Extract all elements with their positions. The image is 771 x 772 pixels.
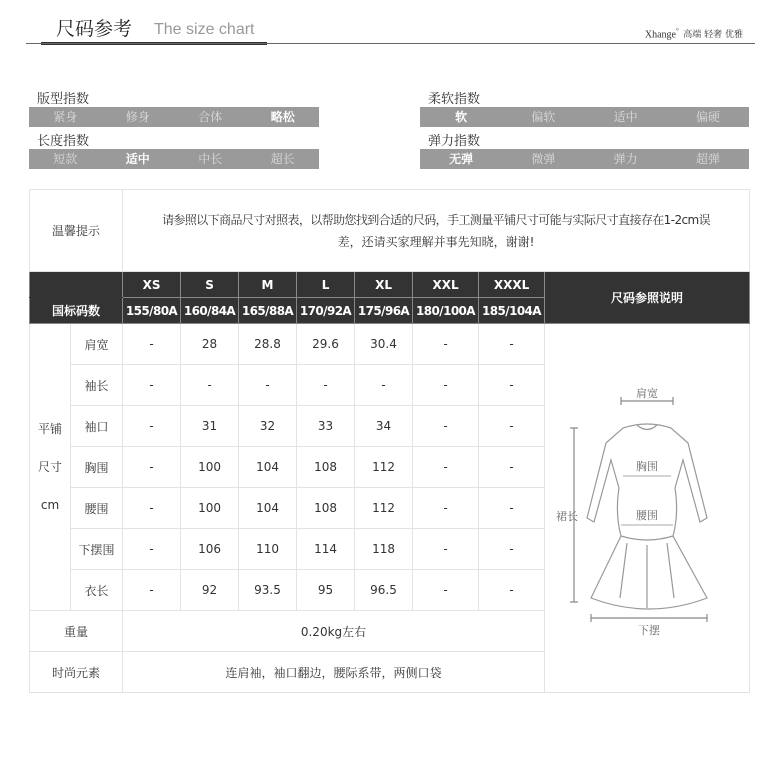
table-row: 衣长 - 92 93.5 95 96.5 - - [30, 570, 750, 611]
weight-value: 0.20kg左右 [123, 611, 545, 652]
diagram-chest-label: 胸围 [636, 460, 659, 473]
fit-index-bar [29, 107, 319, 127]
tip-line-1: 请参照以下商品尺寸对照表，以帮助您找到合适的尺码，手工测量平铺尺寸可能与实际尺寸直接存在1-2cm误 [162, 212, 710, 227]
index-option: 适中 [125, 152, 150, 166]
size-header: XXL [413, 272, 479, 298]
national-size: 170/92A [297, 298, 355, 324]
softness-index-label: 柔软指数 [428, 92, 481, 107]
fit-index-label: 版型指数 [37, 92, 90, 107]
national-size: 175/96A [355, 298, 413, 324]
garment-diagram-cell [545, 324, 750, 693]
index-option: 中长 [198, 152, 223, 166]
brand-mark: ° [675, 27, 679, 35]
national-size: 160/84A [181, 298, 239, 324]
elements-label: 时尚元素 [30, 652, 123, 693]
national-size: 185/104A [479, 298, 545, 324]
index-option: 紧身 [53, 110, 78, 124]
row-label: 袖口 [71, 406, 123, 447]
brand-name: Xhange [644, 29, 676, 41]
row-label: 下摆围 [71, 529, 123, 570]
size-header-row [30, 272, 750, 298]
table-row: 下摆围 - 106 110 114 118 - - [30, 529, 750, 570]
page-subtitle: The size chart [154, 21, 255, 38]
table-row: 袖长 - - - - - - - [30, 365, 750, 406]
stretch-index-bar [420, 149, 749, 169]
index-option: 合体 [198, 110, 223, 124]
size-chart-table [29, 189, 750, 693]
tip-line-2: 差，还请买家理解并事先知晓，谢谢! [337, 234, 535, 249]
header-divider [26, 43, 755, 44]
dress-diagram [556, 387, 737, 637]
size-header: XL [355, 272, 413, 298]
index-option: 微弹 [531, 152, 556, 166]
table-row: 平铺 尺寸 cm 肩宽 - 28 28.8 29.6 30.4 - - 肩宽 胸围 腰围 裙长 下摆 [30, 324, 750, 365]
national-size: 155/80A [123, 298, 181, 324]
index-option: 超弹 [695, 152, 720, 166]
index-option: 弹力 [613, 152, 638, 166]
index-option: 略松 [270, 110, 295, 124]
row-label: 袖长 [71, 365, 123, 406]
size-header: S [181, 272, 239, 298]
index-option: 超长 [270, 152, 295, 166]
brand-tagline: 高端 轻奢 优雅 [683, 30, 743, 41]
elements-value: 连肩袖，袖口翻边，腰际系带，两侧口袋 [123, 652, 545, 693]
index-option: 偏硬 [695, 110, 720, 124]
row-label: 腰围 [71, 488, 123, 529]
tip-row [30, 190, 750, 272]
index-option: 软 [455, 110, 468, 124]
brand-logo [645, 27, 743, 40]
diagram-hem-label: 下摆 [638, 624, 661, 637]
index-option: 修身 [125, 110, 150, 124]
index-option: 短款 [53, 152, 78, 166]
tip-label: 温馨提示 [30, 190, 123, 272]
national-size: 165/88A [239, 298, 297, 324]
softness-index-bar [420, 107, 749, 127]
diagram-shoulder-label: 肩宽 [636, 387, 659, 400]
diagram-waist-label: 腰围 [636, 509, 659, 522]
national-size: 180/100A [413, 298, 479, 324]
national-label: 国标码数 [30, 298, 123, 324]
row-label: 肩宽 [71, 324, 123, 365]
flat-size-label: 平铺 尺寸 cm [30, 324, 71, 611]
stretch-index-label: 弹力指数 [428, 134, 481, 149]
reference-header: 尺码参照说明 [545, 272, 750, 324]
length-index-label: 长度指数 [37, 134, 90, 149]
index-option: 无弹 [449, 152, 474, 166]
size-header: XS [123, 272, 181, 298]
size-header: M [239, 272, 297, 298]
table-row: 腰围 - 100 104 108 112 - - [30, 488, 750, 529]
row-label: 胸围 [71, 447, 123, 488]
weight-label: 重量 [30, 611, 123, 652]
diagram-length-label: 裙长 [556, 510, 579, 523]
tip-text [123, 190, 750, 272]
page-title: 尺码参考 [56, 18, 133, 40]
length-index-bar [29, 149, 319, 169]
row-label: 衣长 [71, 570, 123, 611]
size-header: L [297, 272, 355, 298]
size-header: XXXL [479, 272, 545, 298]
table-row: 袖口 - 31 32 33 34 - - [30, 406, 750, 447]
index-option: 偏软 [531, 110, 556, 124]
index-option: 适中 [613, 110, 638, 124]
table-row: 胸围 - 100 104 108 112 - - [30, 447, 750, 488]
